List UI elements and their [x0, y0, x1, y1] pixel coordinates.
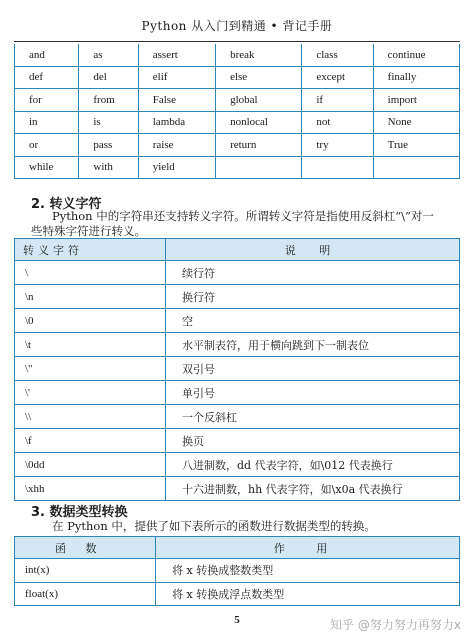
keyword-row: [15, 156, 460, 179]
keyword-cell: [373, 156, 459, 179]
keyword-cell: del: [79, 66, 138, 89]
escape-row-desc: 换行符: [166, 285, 460, 309]
keyword-cell: None: [373, 111, 459, 134]
keyword-cell: is: [79, 111, 138, 134]
escape-row-key: \0dd: [15, 453, 166, 477]
section-title-conversion: 3. 数据类型转换: [31, 505, 128, 520]
keyword-cell: else: [216, 66, 302, 89]
escape-row-desc: 一个反斜杠: [166, 405, 460, 429]
keyword-cell: def: [15, 66, 79, 89]
escape-row-key: \: [15, 261, 166, 285]
keyword-cell: nonlocal: [216, 111, 302, 134]
keyword-cell: as: [79, 44, 138, 66]
keyword-cell: finally: [373, 66, 459, 89]
conversion-row-desc: 将 x 转换成整数类型: [156, 559, 460, 583]
conversion-row-key: int(x): [15, 559, 156, 583]
keyword-cell: and: [15, 44, 79, 66]
section-title-escape: 2. 转义字符: [31, 197, 102, 212]
keyword-cell: if: [302, 89, 373, 112]
escape-row-desc: 双引号: [166, 357, 460, 381]
conversion-table: [14, 536, 460, 606]
keyword-cell: not: [302, 111, 373, 134]
keyword-cell: for: [15, 89, 79, 112]
escape-header-desc: 说 明: [166, 239, 460, 261]
escape-row: [15, 309, 460, 333]
keyword-row: [15, 66, 460, 89]
escape-row-desc: 换页: [166, 429, 460, 453]
keyword-cell: with: [79, 156, 138, 179]
escape-row-key: \t: [15, 333, 166, 357]
watermark: 知乎 @努力努力再努力x: [330, 618, 461, 632]
escape-row-desc: 续行符: [166, 261, 460, 285]
escape-row: [15, 357, 460, 381]
escape-row-key: \xhh: [15, 477, 166, 501]
conversion-header-purpose: 作 用: [156, 537, 460, 559]
keyword-row: [15, 134, 460, 157]
escape-row-desc: 八进制数，dd 代表字符，如\012 代表换行: [166, 453, 460, 477]
keyword-cell: or: [15, 134, 79, 157]
keywords-table: [14, 44, 460, 179]
keyword-cell: global: [216, 89, 302, 112]
keyword-cell: False: [138, 89, 215, 112]
escape-row-desc: 十六进制数，hh 代表字符，如\x0a 代表换行: [166, 477, 460, 501]
escape-row: [15, 477, 460, 501]
escape-row-desc: 水平制表符，用于横向跳到下一制表位: [166, 333, 460, 357]
page-header: Python 从入门到精通 • 背记手册: [141, 19, 333, 33]
keyword-cell: continue: [373, 44, 459, 66]
keyword-cell: pass: [79, 134, 138, 157]
escape-row: [15, 405, 460, 429]
escape-row: [15, 333, 460, 357]
keyword-cell: raise: [138, 134, 215, 157]
page-number: 5: [234, 614, 240, 626]
conversion-row-desc: 将 x 转换成浮点数类型: [156, 582, 460, 606]
keyword-cell: return: [216, 134, 302, 157]
escape-header-char: 转义字符: [15, 239, 166, 261]
escape-row-desc: 空: [166, 309, 460, 333]
conversion-row: [15, 559, 460, 583]
escape-intro-line1: Python 中的字符串还支持转义字符。所谓转义字符是指使用反斜杠“\”对一: [52, 209, 434, 223]
keyword-row: [15, 44, 460, 66]
keyword-cell: yield: [138, 156, 215, 179]
keyword-cell: import: [373, 89, 459, 112]
escape-row: [15, 261, 460, 285]
escape-row: [15, 285, 460, 309]
escape-row: [15, 453, 460, 477]
conversion-intro: 在 Python 中，提供了如下表所示的函数进行数据类型的转换。: [52, 519, 376, 533]
keyword-cell: [302, 156, 373, 179]
keyword-cell: True: [373, 134, 459, 157]
keyword-cell: except: [302, 66, 373, 89]
keyword-cell: from: [79, 89, 138, 112]
escape-row-key: \n: [15, 285, 166, 309]
keyword-row: [15, 111, 460, 134]
escape-row-key: \": [15, 357, 166, 381]
conversion-header-func: 函 数: [15, 537, 156, 559]
keyword-cell: try: [302, 134, 373, 157]
escape-row-desc: 单引号: [166, 381, 460, 405]
conversion-row-key: float(x): [15, 582, 156, 606]
keyword-cell: class: [302, 44, 373, 66]
escape-row-key: \': [15, 381, 166, 405]
header-rule: [14, 41, 460, 42]
keyword-cell: [216, 156, 302, 179]
keyword-cell: lambda: [138, 111, 215, 134]
keyword-cell: while: [15, 156, 79, 179]
keyword-cell: elif: [138, 66, 215, 89]
keyword-cell: break: [216, 44, 302, 66]
escape-row-key: \f: [15, 429, 166, 453]
keyword-cell: in: [15, 111, 79, 134]
escape-intro-line2: 些特殊字符进行转义。: [31, 224, 146, 238]
conversion-row: [15, 582, 460, 606]
keyword-cell: assert: [138, 44, 215, 66]
escape-table: [14, 238, 460, 501]
escape-row: [15, 381, 460, 405]
escape-row: [15, 429, 460, 453]
escape-row-key: \\: [15, 405, 166, 429]
escape-row-key: \0: [15, 309, 166, 333]
keyword-row: [15, 89, 460, 112]
